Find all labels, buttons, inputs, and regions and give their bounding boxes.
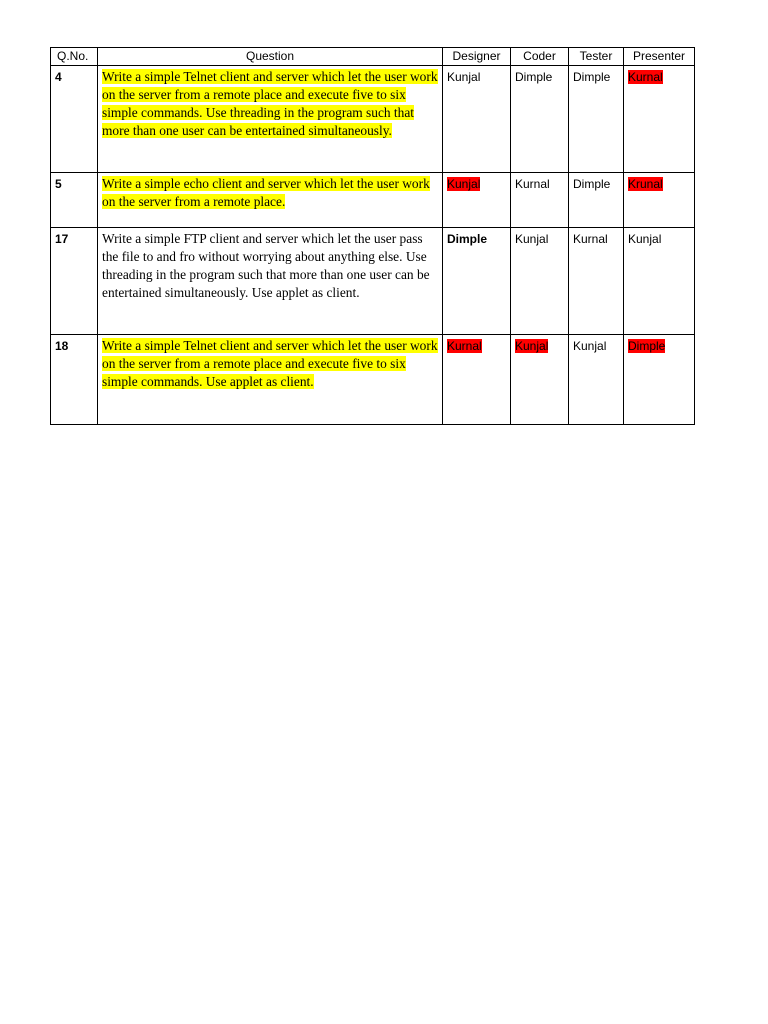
question-cell: [98, 173, 443, 228]
qno-cell: [51, 228, 98, 335]
presenter-cell: [624, 173, 695, 228]
header-presenter: Presenter: [624, 48, 695, 66]
qno-cell: [51, 66, 98, 173]
presenter-cell: [624, 228, 695, 335]
tester-cell: [569, 173, 624, 228]
header-question: Question: [98, 48, 443, 66]
designer-cell: [443, 228, 511, 335]
tester-name: Kurnal: [573, 232, 608, 246]
presenter-cell: [624, 66, 695, 173]
designer-cell: [443, 335, 511, 425]
designer-cell: [443, 173, 511, 228]
coder-cell: [511, 228, 569, 335]
tester-cell: [569, 228, 624, 335]
qno-cell: [51, 173, 98, 228]
designer-name: Kunjal: [447, 177, 481, 191]
coder-cell: [511, 335, 569, 425]
designer-cell: [443, 66, 511, 173]
coder-name: Kunjal: [515, 339, 549, 353]
assignment-table: [50, 47, 695, 425]
table-row: [51, 335, 695, 425]
presenter-name: Kunjal: [628, 232, 662, 246]
coder-cell: [511, 173, 569, 228]
designer-name: Kunjal: [447, 70, 481, 84]
question-cell: [98, 66, 443, 173]
question-text: Write a simple echo client and server which let the user work on the server from a remote place.: [102, 176, 430, 209]
qno-cell: [51, 335, 98, 425]
presenter-cell: [624, 335, 695, 425]
header-row: [51, 48, 695, 66]
question-cell: [98, 228, 443, 335]
qno-value: 17: [55, 232, 69, 246]
question-text: Write a simple Telnet client and server which let the user work on the server from a remote place and execute five to six simple commands. Use applet as client.: [102, 338, 438, 389]
qno-value: 5: [55, 177, 62, 191]
designer-name: Dimple: [447, 232, 488, 246]
table-row: [51, 228, 695, 335]
tester-name: Kunjal: [573, 339, 607, 353]
tester-name: Dimple: [573, 70, 611, 84]
question-text: Write a simple Telnet client and server which let the user work on the server from a remote place and execute five to six simple commands. Use threading in the program such that more than one user can be entertained simultaneously.: [102, 69, 438, 138]
coder-name: Dimple: [515, 70, 553, 84]
presenter-name: Krunal: [628, 177, 663, 191]
coder-cell: [511, 66, 569, 173]
tester-cell: [569, 335, 624, 425]
qno-value: 4: [55, 70, 62, 84]
question-text: Write a simple FTP client and server which let the user pass the file to and fro without worrying about anything else. Use threading in the program such that more than one user can be entertained simultaneously. Use applet as client.: [102, 231, 430, 300]
presenter-name: Kurnal: [628, 70, 663, 84]
question-cell: [98, 335, 443, 425]
qno-value: 18: [55, 339, 69, 353]
table-row: [51, 173, 695, 228]
coder-name: Kurnal: [515, 177, 550, 191]
header-coder: Coder: [511, 48, 569, 66]
coder-name: Kunjal: [515, 232, 549, 246]
tester-cell: [569, 66, 624, 173]
presenter-name: Dimple: [628, 339, 666, 353]
header-qno: Q.No.: [51, 48, 98, 66]
header-tester: Tester: [569, 48, 624, 66]
designer-name: Kurnal: [447, 339, 482, 353]
header-designer: Designer: [443, 48, 511, 66]
table-row: [51, 66, 695, 173]
tester-name: Dimple: [573, 177, 611, 191]
